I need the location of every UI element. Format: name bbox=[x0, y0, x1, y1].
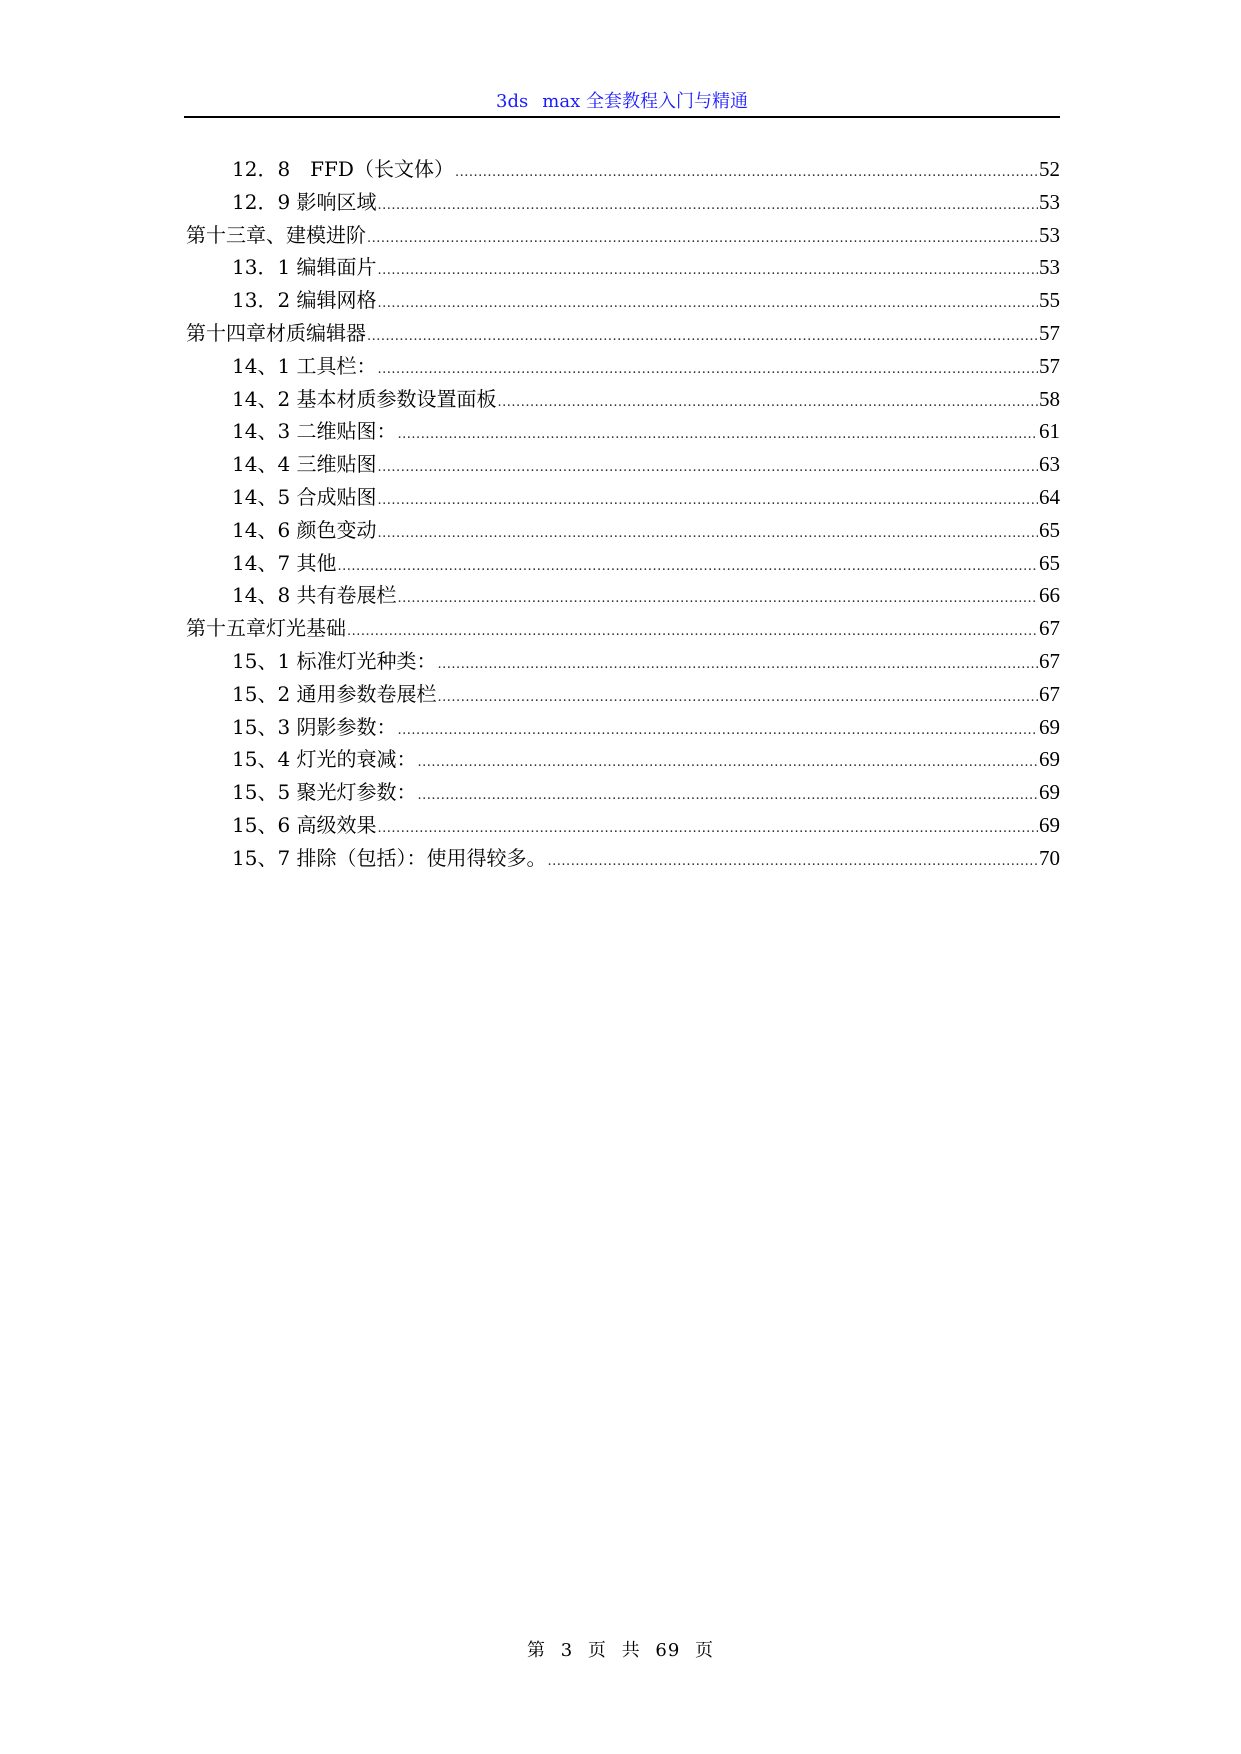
toc-section-entry[interactable] bbox=[186, 350, 1060, 383]
footer-total-pages: 69 bbox=[655, 1640, 681, 1661]
toc-dot-leader bbox=[378, 452, 1038, 485]
toc-dot-leader bbox=[398, 715, 1038, 748]
toc-dot-leader bbox=[438, 682, 1038, 715]
toc-section-entry[interactable] bbox=[186, 481, 1060, 514]
toc-entry-page-number: 67 bbox=[1039, 616, 1060, 641]
toc-section-entry[interactable] bbox=[186, 186, 1060, 219]
footer-prefix: 第 bbox=[526, 1640, 546, 1661]
toc-dot-leader bbox=[378, 288, 1038, 321]
toc-entry-label: 14、6 颜色变动 bbox=[232, 517, 377, 542]
toc-entry-page-number: 61 bbox=[1039, 419, 1060, 444]
toc-section-entry[interactable] bbox=[186, 153, 1060, 186]
toc-section-entry[interactable] bbox=[186, 514, 1060, 547]
toc-dot-leader bbox=[378, 518, 1038, 551]
toc-entry-page-number: 58 bbox=[1039, 386, 1060, 411]
toc-entry-label: 14、5 合成贴图 bbox=[232, 484, 377, 509]
toc-entry-label: 15、7 排除（包括）：使用得较多。 bbox=[232, 845, 547, 870]
toc-dot-leader bbox=[418, 780, 1038, 813]
table-of-contents bbox=[186, 153, 1060, 875]
toc-entry-label: 13．2 编辑网格 bbox=[232, 288, 377, 313]
toc-chapter-entry[interactable] bbox=[186, 612, 1060, 645]
toc-entry-label: 14、8 共有卷展栏 bbox=[232, 583, 397, 608]
footer-page-word: 页 bbox=[587, 1640, 607, 1661]
toc-entry-label: 15、3 阴影参数： bbox=[232, 714, 397, 739]
toc-dot-leader bbox=[378, 255, 1038, 288]
toc-entry-page-number: 69 bbox=[1039, 747, 1060, 772]
toc-dot-leader bbox=[378, 485, 1038, 518]
toc-entry-label: 15、5 聚光灯参数： bbox=[232, 780, 417, 805]
toc-section-entry[interactable] bbox=[186, 678, 1060, 711]
toc-entry-page-number: 69 bbox=[1039, 714, 1060, 739]
toc-entry-label: 14、7 其他 bbox=[232, 550, 337, 575]
toc-dot-leader bbox=[367, 223, 1038, 256]
footer-current-page: 3 bbox=[560, 1640, 574, 1661]
toc-entry-label: 14、4 三维贴图 bbox=[232, 452, 377, 477]
toc-chapter-entry[interactable] bbox=[186, 219, 1060, 252]
toc-entry-page-number: 70 bbox=[1039, 845, 1060, 870]
toc-entry-page-number: 65 bbox=[1039, 517, 1060, 542]
toc-section-entry[interactable] bbox=[186, 645, 1060, 678]
toc-section-entry[interactable] bbox=[186, 448, 1060, 481]
toc-section-entry[interactable] bbox=[186, 547, 1060, 580]
header-title-part2: max 全套教程入门与精通 bbox=[542, 91, 748, 112]
toc-dot-leader bbox=[398, 583, 1038, 616]
header-title-part1: 3ds bbox=[496, 91, 529, 112]
toc-entry-page-number: 67 bbox=[1039, 648, 1060, 673]
toc-section-entry[interactable] bbox=[186, 743, 1060, 776]
toc-entry-label: 第十五章灯光基础 bbox=[186, 616, 346, 641]
toc-section-entry[interactable] bbox=[186, 251, 1060, 284]
page-header bbox=[184, 88, 1060, 118]
page-footer bbox=[0, 1636, 1241, 1662]
toc-dot-leader bbox=[347, 616, 1038, 649]
toc-dot-leader bbox=[548, 846, 1038, 879]
toc-dot-leader bbox=[398, 419, 1038, 452]
footer-total-word: 共 bbox=[621, 1640, 641, 1661]
toc-dot-leader bbox=[338, 551, 1038, 584]
toc-section-entry[interactable] bbox=[186, 711, 1060, 744]
footer-suffix: 页 bbox=[695, 1640, 715, 1661]
toc-entry-page-number: 65 bbox=[1039, 550, 1060, 575]
toc-entry-page-number: 67 bbox=[1039, 681, 1060, 706]
toc-section-entry[interactable] bbox=[186, 415, 1060, 448]
toc-entry-label: 14、1 工具栏： bbox=[232, 353, 377, 378]
toc-entry-page-number: 69 bbox=[1039, 812, 1060, 837]
toc-section-entry[interactable] bbox=[186, 776, 1060, 809]
toc-section-entry[interactable] bbox=[186, 383, 1060, 416]
toc-entry-page-number: 64 bbox=[1039, 484, 1060, 509]
toc-entry-page-number: 63 bbox=[1039, 452, 1060, 477]
toc-entry-label: 14、2 基本材质参数设置面板 bbox=[232, 386, 497, 411]
toc-dot-leader bbox=[418, 747, 1038, 780]
toc-dot-leader bbox=[367, 321, 1038, 354]
toc-dot-leader bbox=[438, 649, 1038, 682]
toc-section-entry[interactable] bbox=[186, 809, 1060, 842]
toc-entry-page-number: 69 bbox=[1039, 780, 1060, 805]
toc-entry-label: 15、4 灯光的衰减： bbox=[232, 747, 417, 772]
toc-entry-label: 15、2 通用参数卷展栏 bbox=[232, 681, 437, 706]
toc-entry-label: 15、6 高级效果 bbox=[232, 812, 377, 837]
toc-entry-page-number: 55 bbox=[1039, 288, 1060, 313]
toc-section-entry[interactable] bbox=[186, 842, 1060, 875]
toc-dot-leader bbox=[498, 387, 1038, 420]
toc-entry-label: 12．8 FFD（长文体） bbox=[232, 157, 454, 181]
toc-entry-label: 第十三章、建模进阶 bbox=[186, 222, 366, 247]
toc-entry-page-number: 66 bbox=[1039, 583, 1060, 608]
toc-chapter-entry[interactable] bbox=[186, 317, 1060, 350]
toc-section-entry[interactable] bbox=[186, 579, 1060, 612]
toc-entry-label: 15、1 标准灯光种类： bbox=[232, 648, 437, 673]
toc-entry-label: 13．1 编辑面片 bbox=[232, 255, 377, 280]
toc-entry-page-number: 53 bbox=[1039, 255, 1060, 280]
toc-entry-label: 12．9 影响区域 bbox=[232, 189, 377, 214]
toc-entry-page-number: 53 bbox=[1039, 189, 1060, 214]
toc-entry-page-number: 52 bbox=[1039, 157, 1060, 181]
toc-entry-label: 第十四章材质编辑器 bbox=[186, 320, 366, 345]
toc-entry-page-number: 53 bbox=[1039, 222, 1060, 247]
toc-dot-leader bbox=[378, 190, 1038, 223]
toc-section-entry[interactable] bbox=[186, 284, 1060, 317]
toc-entry-label: 14、3 二维贴图： bbox=[232, 419, 397, 444]
toc-entry-page-number: 57 bbox=[1039, 353, 1060, 378]
toc-dot-leader bbox=[455, 157, 1038, 190]
toc-entry-page-number: 57 bbox=[1039, 320, 1060, 345]
